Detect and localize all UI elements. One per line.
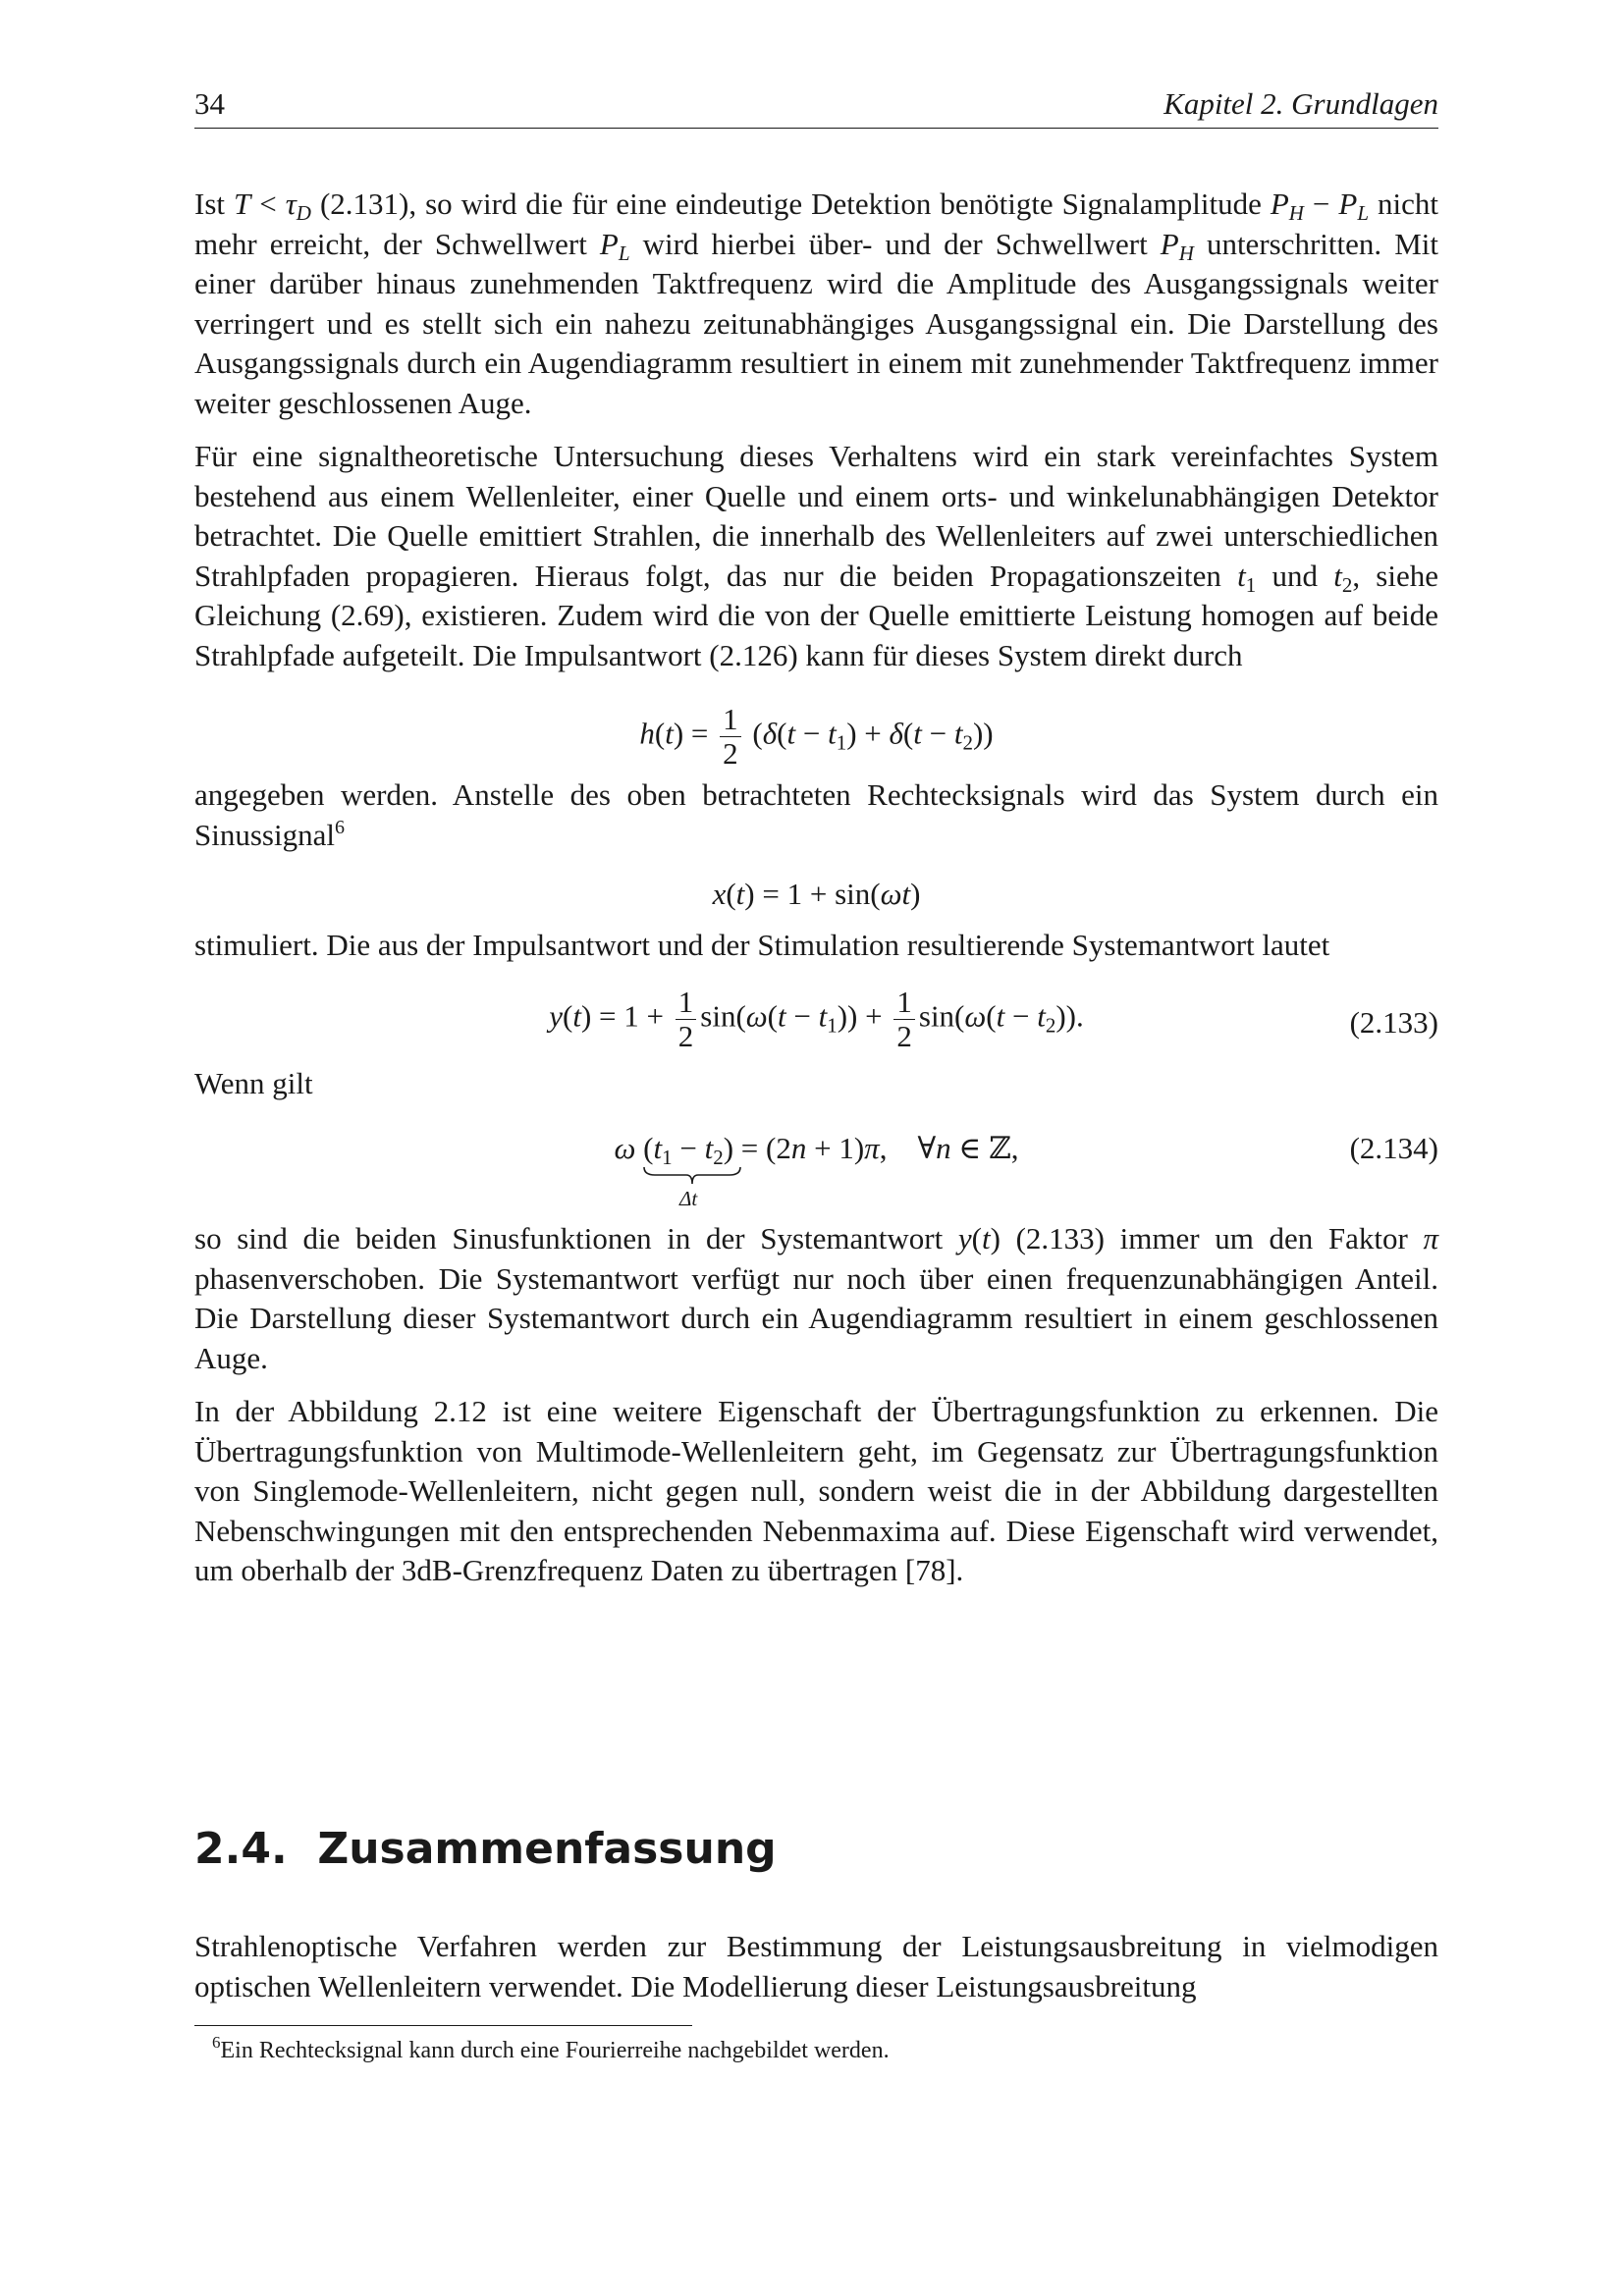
text-run: so sind die beiden Sinusfunktionen in der Systemantwort	[194, 1221, 958, 1255]
paragraph	[194, 1064, 1438, 1104]
page-number: 34	[194, 86, 225, 121]
text-run: Für eine signaltheoretische Untersuchung dieses Verhaltens wird ein stark vereinfachtes System bestehend aus einem Wellenleiter, einer Quelle und einem orts- und winkelunabhängigen Detektor betrachtet. Die Quelle emittiert Strahlen, die innerhalb des Wellenleiters auf zwei unterschiedlichen Strahlpfaden propagieren. Hieraus folgt, das nur die beiden Propagationszeiten	[194, 439, 1438, 593]
text-run: und	[1256, 558, 1334, 593]
paragraph	[194, 775, 1438, 855]
equation-stimulus: x(t) = 1 + sin(ωt)	[712, 877, 921, 911]
footnote-rule	[194, 2025, 692, 2026]
text-run: Ist	[194, 187, 234, 221]
footnote-mark: 6	[334, 816, 345, 838]
paragraph: so sind die beiden Sinusfunktionen in der Systemantwort y(t) (2.133) immer um den Faktor π phasenverschoben. Die Systemantwort verfügt nur noch über einen frequenzunabhängigen Anteil. Die Darstellung dieser Systemantwort durch ein Augendiagramm resultiert in einem geschlossenen Auge.	[194, 1221, 1438, 1375]
equation-impulse-response: h(t) = $\frac{1}{2}$ $(\delta(t - t_1) + \delta(t - t_2))$	[639, 702, 994, 771]
math-inline: T	[233, 187, 251, 221]
footnote	[212, 2033, 890, 2065]
paragraph: Für eine signaltheoretische Untersuchung dieses Verhaltens wird ein stark vereinfachtes System bestehend aus einem Wellenleiter, einer Quelle und einem orts- und winkelunabhängigen Detektor betrachtet. Die Quelle emittiert Strahlen, die innerhalb des Wellenleiters auf zwei unterschiedlichen Strahlpfaden propagieren. Hieraus folgt, das nur die beiden Propagationszeiten $t_1$ und $t_2$, siehe Gleichung (2.69), existieren. Zudem wird die von der Quelle emittierte Leistung homogen auf beide Strahlpfade aufgeteilt. Die Impulsantwort (2.126) kann für dieses System direkt durch	[194, 439, 1438, 672]
text-run: Strahlenoptische Verfahren werden zur Bestimmung der Leistungsausbreitung in vielmodigen optischen Wellenleitern verwendet. Die Modellierung dieser Leistungsausbreitung	[194, 1929, 1438, 2003]
math-inline: t	[1333, 558, 1342, 593]
text-run: (2.131), so wird die für eine eindeutige Detektion benötigte Signalamplitude	[310, 187, 1271, 221]
underbrace-icon	[643, 1166, 741, 1186]
math-inline: P	[599, 226, 619, 261]
text-run: (2.133) immer um den Faktor	[1000, 1221, 1424, 1255]
math-inline: π	[1423, 1221, 1438, 1255]
text-run: nicht mehr erreicht, der Schwellwert	[194, 187, 1438, 261]
paragraph: Ist $T < \tau_D$ (2.131), so wird die für eine eindeutige Detektion benötigte Signalamplitude $P_H - P_L$ nicht mehr erreicht, der Schwellwert $P_L$ wird hierbei über- und der Schwellwert $P_H$ unterschritten. Mit einer darüber hinaus zunehmenden Taktfrequenz wird die Amplitude des Ausgangssignals weiter verringert und es stellt sich ein nahezu zeitunabhängiges Ausgangssignal ein. Die Darstellung des Ausgangssignals durch ein Augendiagramm resultiert in einem mit zunehmender Taktfrequenz immer weiter geschlossenen Auge.	[194, 187, 1438, 420]
text-run: angegeben werden. Anstelle des oben betrachteten Rechtecksignals wird das System durch ein Sinussignal	[194, 777, 1438, 852]
math-inline: τ	[285, 187, 297, 221]
underbrace-label: Δt	[679, 1187, 698, 1210]
footnote-text: Ein Rechtecksignal kann durch eine Fourierreihe nachgebildet werden.	[220, 2038, 890, 2063]
equation-condition: ω $(t_1 - t_2)$ Δt = (2n + 1)π, ∀n ∈ ℤ, (2.134)	[614, 1131, 1438, 1210]
text-run: , siehe Gleichung (2.69), existieren. Zudem wird die von der Quelle emittierte Leistung homogen auf beide Strahlpfade aufgeteilt. Die Impulsantwort (2.126) kann für dieses System direkt durch	[194, 558, 1438, 672]
equation-number: (2.133)	[1349, 1004, 1438, 1040]
equation-system-response: y(t) = 1 + $\frac{1}{2}$ $\sin(\omega(t - t_1))$ + $\frac{1}{2}$ $\sin(\omega(t - t_2))$. (2.133)	[549, 984, 1438, 1053]
running-title: Kapitel 2. Grundlagen	[1163, 86, 1438, 121]
math-inline: t	[1237, 558, 1246, 593]
paragraph	[194, 1927, 1438, 2006]
page-body	[194, 185, 1438, 1605]
section-number: 2.4.	[194, 1824, 288, 1874]
section-title: Zusammenfassung	[317, 1824, 777, 1874]
math-inline: P	[1160, 226, 1179, 261]
math-inline: y	[957, 1221, 972, 1255]
text-run: In der Abbildung 2.12 ist eine weitere Eigenschaft der Übertragungsfunktion zu erkennen. Die Übertragungsfunktion von Multimode-Wellenleitern geht, im Gegensatz zur Übertragungsfunktion von Singlemode-Wellenleitern, nicht gegen null, sondern weist die in der Abbildung dargestellten Nebenschwingungen mit den entsprechenden Nebenmaxima auf. Diese Eigenschaft wird verwendet, um oberhalb der 3dB-Grenzfrequenz Daten zu übertragen [78].	[194, 1394, 1438, 1587]
text-run: unterschritten. Mit einer darüber hinaus zunehmenden Taktfrequenz wird die Amplitude des Ausgangssignals weiter verringert und es stellt sich ein nahezu zeitunabhängiges Ausgangssignal ein. Die Darstellung des Ausgangssignals durch ein Augendiagramm resultiert in einem mit zunehmender Taktfrequenz immer weiter geschlossenen Auge.	[194, 226, 1438, 420]
text-run: Wenn gilt	[194, 1065, 313, 1100]
text-run: wird hierbei über- und der Schwellwert	[629, 226, 1161, 261]
footnote-mark: 6	[212, 2033, 221, 2052]
text-run: stimuliert. Die aus der Impulsantwort und der Stimulation resultierende Systemantwort lautet	[194, 928, 1330, 962]
paragraph	[194, 1392, 1438, 1591]
running-header	[194, 86, 1438, 126]
math-inline: P	[1270, 187, 1289, 221]
text-run: phasenverschoben. Die Systemantwort verfügt nur noch über einen frequenzunabhängigen Anteil. Die Darstellung dieser Systemantwort durch ein Augendiagramm resultiert in einem geschlossenen Auge.	[194, 1260, 1438, 1375]
equation-number: (2.134)	[1349, 1131, 1438, 1165]
header-rule	[194, 128, 1438, 129]
paragraph	[194, 926, 1438, 966]
section-heading	[194, 1824, 777, 1874]
underbrace: $(t_1 - t_2)$ Δt	[643, 1129, 733, 1168]
